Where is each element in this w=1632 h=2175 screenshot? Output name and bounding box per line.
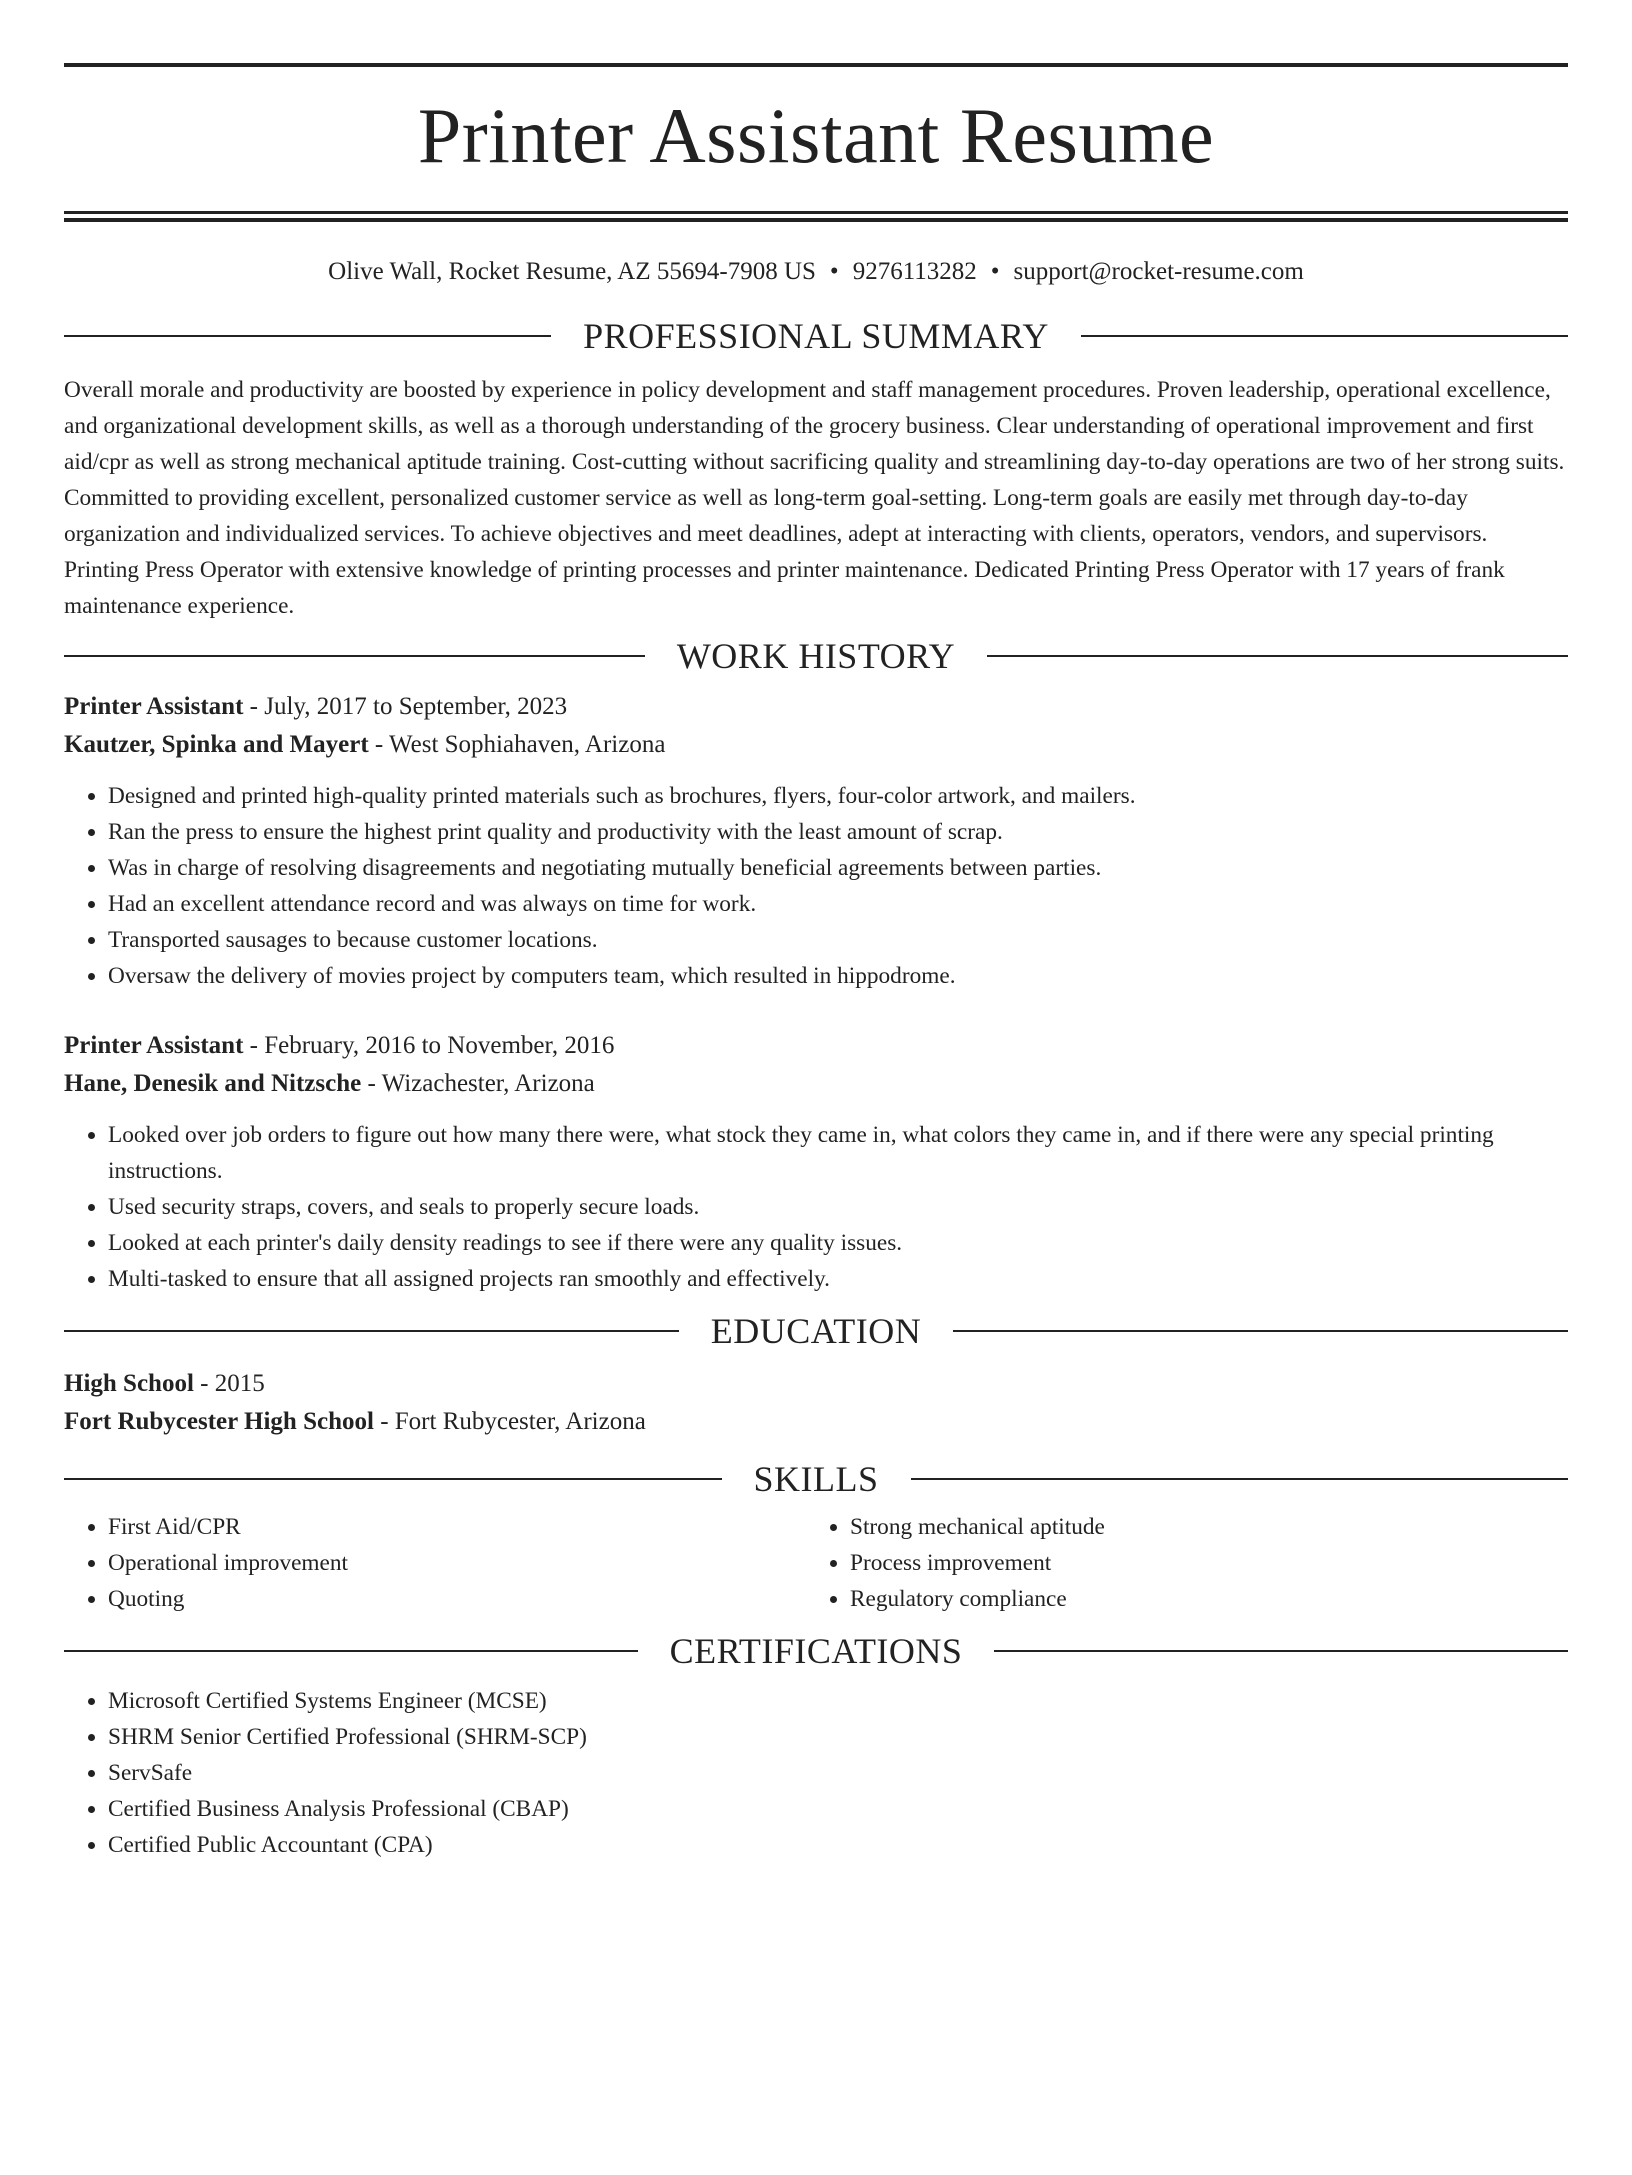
education-degree: High School: [64, 1370, 194, 1397]
section-title: SKILLS: [753, 1459, 879, 1499]
section-title: WORK HISTORY: [676, 636, 956, 676]
certification-item: • ServSafe: [108, 1755, 1568, 1791]
list-item: • Used security straps, covers, and seals to properly secure loads.: [108, 1189, 1568, 1225]
job-company: Hane, Denesik and Nitzsche: [64, 1070, 362, 1097]
contact-address: Olive Wall, Rocket Resume, AZ 55694-7908 US: [328, 258, 816, 285]
job-company-line: [64, 726, 1568, 764]
section-title: EDUCATION: [710, 1311, 922, 1351]
list-item: • Was in charge of resolving disagreements and negotiating mutually beneficial agreements between parties.: [108, 850, 1568, 886]
list-item: • Ran the press to ensure the highest print quality and productivity with the least amount of scrap.: [108, 814, 1568, 850]
contact-email[interactable]: support@rocket-resume.com: [1013, 258, 1304, 285]
skill-item: • Strong mechanical aptitude: [850, 1509, 1548, 1545]
resume-title: Printer Assistant Resume: [417, 92, 1215, 179]
job-entry: [64, 1027, 1568, 1297]
section-heading-summary: [64, 316, 1568, 356]
skill-item: • Process improvement: [850, 1545, 1548, 1581]
job-bullets: [64, 778, 1568, 994]
list-item: • Oversaw the delivery of movies project by computers team, which resulted in hippodrome.: [108, 958, 1568, 994]
education-year: - 2015: [193, 1370, 265, 1397]
skills-column-left: [64, 1509, 806, 1617]
heading-rule: [911, 1478, 1569, 1480]
education-location: - Fort Rubycester, Arizona: [373, 1408, 646, 1435]
section-heading-work: [64, 636, 1568, 676]
section-heading-education: [64, 1311, 1568, 1351]
list-item: • Had an excellent attendance record and was always on time for work.: [108, 886, 1568, 922]
certification-item: • Microsoft Certified Systems Engineer (MCSE): [108, 1683, 1568, 1719]
contact-phone: 9276113282: [852, 258, 977, 285]
header-top-rule: [64, 63, 1568, 67]
certification-item: • Certified Business Analysis Professional (CBAP): [108, 1791, 1568, 1827]
job-title: Printer Assistant: [64, 693, 244, 720]
education-entry: [64, 1365, 1568, 1441]
education-school-line: [64, 1403, 1568, 1441]
job-dates: - July, 2017 to September, 2023: [243, 693, 568, 720]
section-heading-skills: [64, 1459, 1568, 1499]
job-dates: - February, 2016 to November, 2016: [243, 1032, 615, 1059]
heading-rule: [64, 1478, 722, 1480]
job-title-line: [64, 688, 1568, 726]
heading-rule: [987, 655, 1568, 657]
section-title: PROFESSIONAL SUMMARY: [583, 316, 1049, 356]
certification-item: • Certified Public Accountant (CPA): [108, 1827, 1568, 1863]
heading-rule: [1081, 335, 1568, 337]
heading-rule: [64, 1650, 638, 1652]
job-location: - Wizachester, Arizona: [361, 1070, 595, 1097]
header-double-rule: [64, 211, 1568, 222]
list-item: • Looked over job orders to figure out how many there were, what stock they came in, what colors they came in, and if there were any special printing instructions.: [108, 1117, 1568, 1189]
heading-rule: [953, 1330, 1568, 1332]
job-title: Printer Assistant: [64, 1032, 244, 1059]
heading-rule: [994, 1650, 1568, 1652]
list-item: • Transported sausages to because customer locations.: [108, 922, 1568, 958]
heading-rule: [64, 1330, 679, 1332]
job-company: Kautzer, Spinka and Mayert: [64, 731, 369, 758]
skills-column-right: [806, 1509, 1548, 1617]
certifications-list: [64, 1683, 1568, 1863]
job-entry: [64, 688, 1568, 994]
summary-text: Overall morale and productivity are boosted by experience in policy development and staff management procedures. Proven leadership, operational excellence, and organizational development skills, as well as a thorough understanding of the grocery business. Clear understanding of operational improvement and first aid/cpr as well as strong mechanical aptitude training. Cost-cutting without sacrificing quality and streamlining day-to-day operations are two of her strong suits. Committed to providing excellent, personalized customer service as well as long-term goal-setting. Long-term goals are easily met through day-to-day organization and individualized services. To achieve objectives and meet deadlines, adept at interacting with clients, operators, vendors, and supervisors. Printing Press Operator with extensive knowledge of printing processes and printer maintenance. Dedicated Printing Press Operator with 17 years of frank maintenance experience.: [64, 377, 1565, 619]
list-item: • Multi-tasked to ensure that all assigned projects ran smoothly and effectively.: [108, 1261, 1568, 1297]
skills-grid: [64, 1509, 1568, 1617]
contact-separator: •: [829, 258, 839, 285]
job-title-line: [64, 1027, 1568, 1065]
skill-item: • Regulatory compliance: [850, 1581, 1548, 1617]
skill-item: • Operational improvement: [108, 1545, 806, 1581]
list-item: • Designed and printed high-quality printed materials such as brochures, flyers, four-color artwork, and mailers.: [108, 778, 1568, 814]
skill-item: • First Aid/CPR: [108, 1509, 806, 1545]
section-heading-certifications: [64, 1631, 1568, 1671]
list-item: • Looked at each printer's daily density readings to see if there were any quality issues.: [108, 1225, 1568, 1261]
skill-item: • Quoting: [108, 1581, 806, 1617]
resume-page: [0, 63, 1632, 2175]
section-title: CERTIFICATIONS: [669, 1631, 963, 1671]
contact-line: [64, 256, 1568, 288]
job-location: - West Sophiahaven, Arizona: [368, 731, 666, 758]
job-bullets: [64, 1117, 1568, 1297]
certification-item: • SHRM Senior Certified Professional (SHRM-SCP): [108, 1719, 1568, 1755]
heading-rule: [64, 655, 645, 657]
heading-rule: [64, 335, 551, 337]
job-company-line: [64, 1065, 1568, 1103]
education-school: Fort Rubycester High School: [64, 1408, 374, 1435]
contact-separator: •: [990, 258, 1000, 285]
education-degree-line: [64, 1365, 1568, 1403]
